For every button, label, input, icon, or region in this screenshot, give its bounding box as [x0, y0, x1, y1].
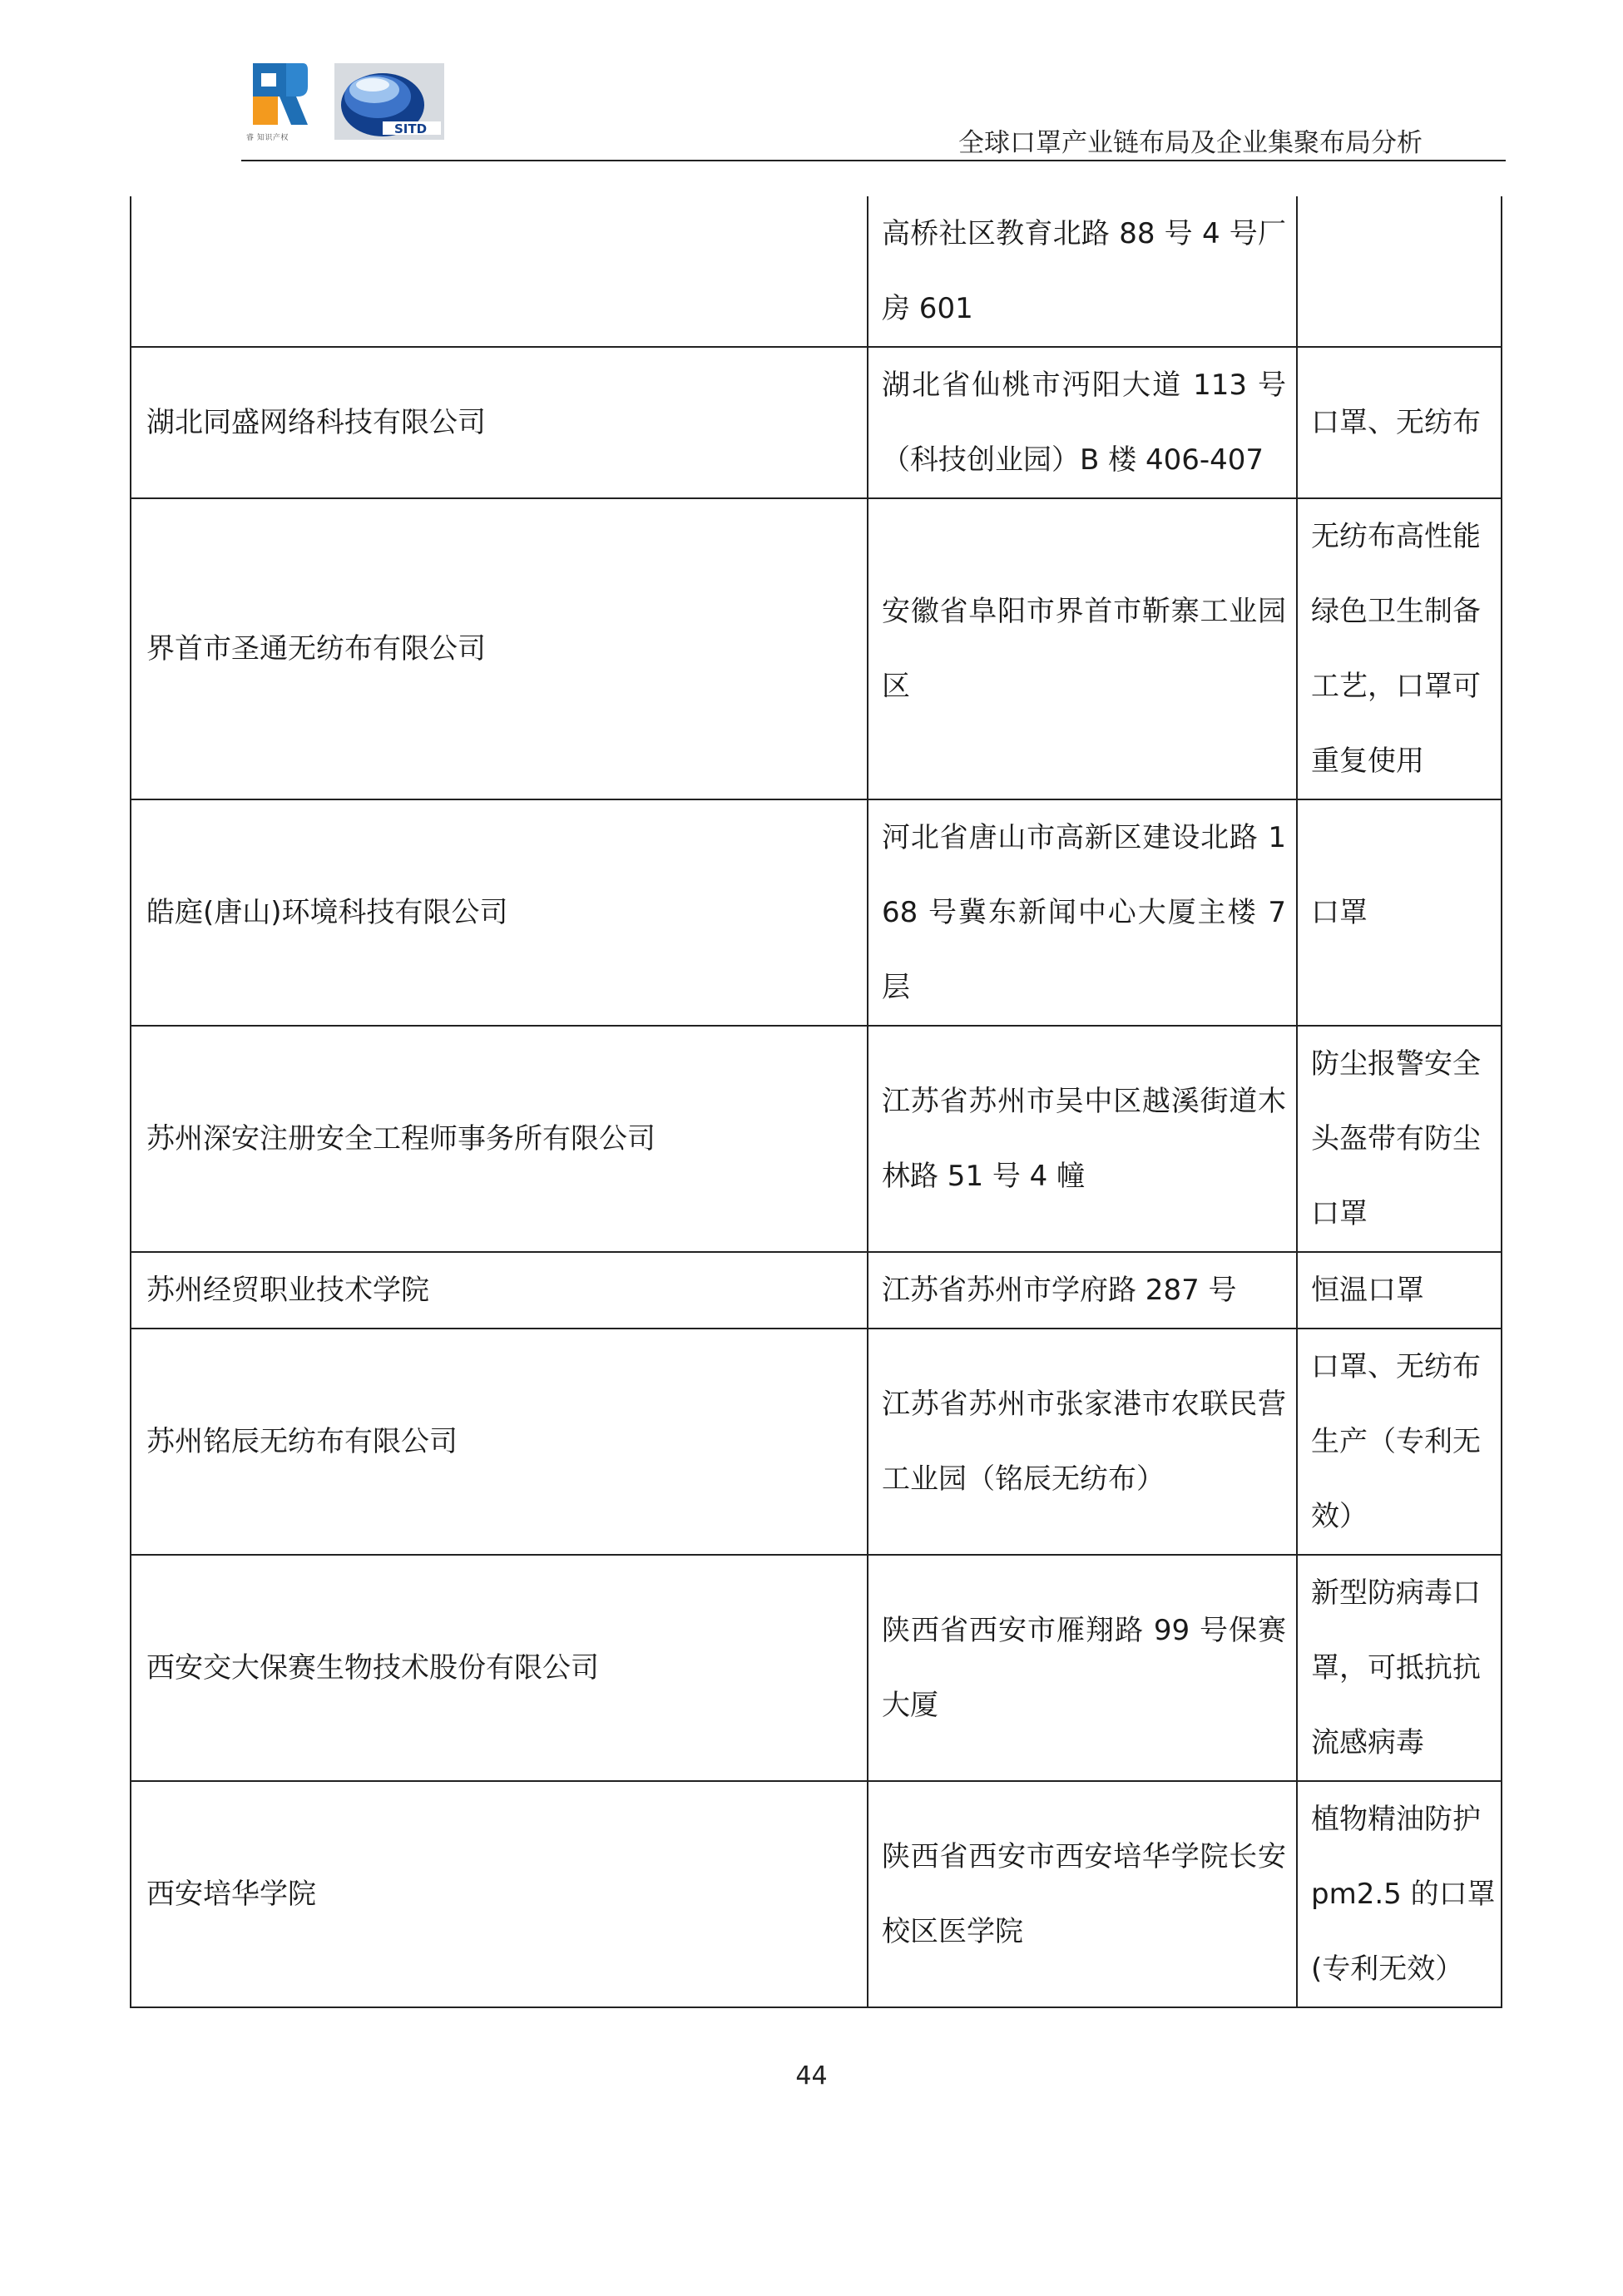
table-row	[131, 1781, 1502, 2007]
address-cell: 陕西省西安市雁翔路 99 号保赛大厦	[868, 1555, 1297, 1781]
address-cell: 江苏省苏州市吴中区越溪街道木林路 51 号 4 幢	[868, 1026, 1297, 1252]
sitd-logo-icon	[334, 63, 444, 140]
product-cell: 无纺布高性能绿色卫生制备工艺，口罩可重复使用	[1297, 498, 1502, 799]
company-name-cell: 湖北同盛网络科技有限公司	[131, 347, 868, 498]
page-header	[241, 58, 1506, 163]
table-row	[131, 1329, 1502, 1555]
product-cell: 新型防病毒口罩，可抵抗抗流感病毒	[1297, 1555, 1502, 1781]
product-cell	[1297, 196, 1502, 347]
table-row	[131, 196, 1502, 347]
address-cell: 河北省唐山市高新区建设北路 168 号冀东新闻中心大厦主楼 7 层	[868, 799, 1297, 1026]
product-cell: 植物精油防护 pm2.5 的口罩(专利无效）	[1297, 1781, 1502, 2007]
company-name-cell: 界首市圣通无纺布有限公司	[131, 498, 868, 799]
company-name-cell: 皓庭(唐山)环境科技有限公司	[131, 799, 868, 1026]
sitd-logo-text: SITD	[394, 121, 428, 136]
address-cell: 湖北省仙桃市沔阳大道 113 号（科技创业园）B 楼 406-407	[868, 347, 1297, 498]
logo-caption: 睿 知识产权	[246, 134, 289, 142]
product-cell: 口罩、无纺布	[1297, 347, 1502, 498]
header-divider	[241, 160, 1506, 161]
address-cell: 江苏省苏州市学府路 287 号	[868, 1252, 1297, 1329]
document-title: 全球口罩产业链布局及企业集聚布局分析	[958, 128, 1423, 158]
address-cell: 陕西省西安市西安培华学院长安校区医学院	[868, 1781, 1297, 2007]
product-cell: 口罩	[1297, 799, 1502, 1026]
table-row	[131, 347, 1502, 498]
table-row	[131, 1026, 1502, 1252]
product-cell: 口罩、无纺布生产（专利无效）	[1297, 1329, 1502, 1555]
address-cell: 高桥社区教育北路 88 号 4 号厂房 601	[868, 196, 1297, 347]
address-cell: 安徽省阜阳市界首市靳寨工业园区	[868, 498, 1297, 799]
company-name-cell	[131, 196, 868, 347]
product-cell: 恒温口罩	[1297, 1252, 1502, 1329]
table-row	[131, 1252, 1502, 1329]
product-cell: 防尘报警安全头盔带有防尘口罩	[1297, 1026, 1502, 1252]
company-table	[130, 196, 1502, 2008]
table-row	[131, 1555, 1502, 1781]
company-name-cell: 西安交大保赛生物技术股份有限公司	[131, 1555, 868, 1781]
company-name-cell: 苏州深安注册安全工程师事务所有限公司	[131, 1026, 868, 1252]
table-row	[131, 498, 1502, 799]
company-name-cell: 苏州经贸职业技术学院	[131, 1252, 868, 1329]
table-row	[131, 799, 1502, 1026]
page-number: 44	[795, 2061, 828, 2091]
company-name-cell: 西安培华学院	[131, 1781, 868, 2007]
company-name-cell: 苏州铭辰无纺布有限公司	[131, 1329, 868, 1555]
address-cell: 江苏省苏州市张家港市农联民营工业园（铭辰无纺布）	[868, 1329, 1297, 1555]
